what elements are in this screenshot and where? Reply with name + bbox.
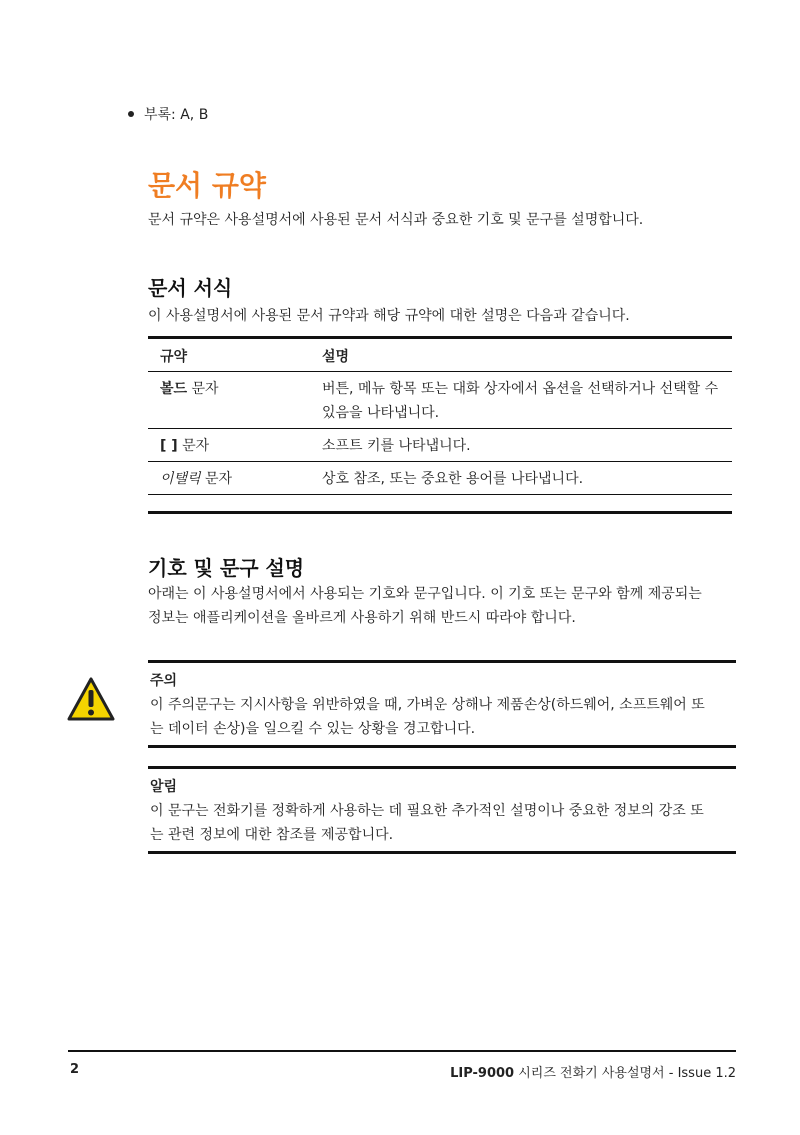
row-label-rest: 문자 bbox=[200, 471, 233, 487]
footer-divider bbox=[68, 1050, 736, 1052]
convention-table bbox=[148, 336, 732, 514]
symbols-heading: 기호 및 문구 설명 bbox=[148, 556, 305, 580]
row-desc: 버튼, 메뉴 항목 또는 대화 상자에서 옵션을 선택하거나 선택할 수 있음을 나타냅니다. bbox=[310, 372, 732, 429]
doc-title: 시리즈 전화기 사용설명서 - Issue 1.2 bbox=[514, 1066, 736, 1081]
symbols-intro: 아래는 이 사용설명서에서 사용되는 기호와 문구입니다. 이 기호 또는 문구와 함께 제공되는 정보는 애플리케이션을 올바르게 사용하기 위해 반드시 따라야 합니다. bbox=[148, 586, 702, 626]
row-desc: 소프트 키를 나타냅니다. bbox=[310, 429, 732, 462]
note-title: 알림 bbox=[150, 779, 178, 795]
format-heading: 문서 서식 bbox=[148, 276, 233, 300]
bold-label: 볼드 bbox=[160, 381, 188, 397]
row-label-rest: 문자 bbox=[177, 438, 210, 454]
note-box bbox=[148, 766, 736, 854]
table-row bbox=[148, 462, 732, 495]
table-row bbox=[148, 429, 732, 462]
appendix-bullet bbox=[128, 104, 208, 124]
page-number: 2 bbox=[70, 1062, 80, 1077]
bracket-label: [ ] bbox=[160, 438, 178, 454]
row-label-rest: 문자 bbox=[187, 381, 219, 397]
col-convention: 규약 bbox=[148, 338, 310, 372]
warning-triangle-icon bbox=[66, 676, 116, 722]
appendix-text: 부록: A, B bbox=[144, 107, 209, 123]
row-desc: 상호 참조, 또는 중요한 용어를 나타냅니다. bbox=[310, 462, 732, 495]
section-title: 문서 규약 bbox=[148, 169, 266, 202]
note-text: 이 문구는 전화기를 정확하게 사용하는 데 필요한 추가적인 설명이나 중요한 정보의 강조 또는 관련 정보에 대한 참조를 제공합니다. bbox=[150, 803, 704, 843]
bullet-dot bbox=[128, 111, 134, 117]
col-description: 설명 bbox=[310, 338, 732, 372]
caution-text: 이 주의문구는 지시사항을 위반하였을 때, 가벼운 상해나 제품손상(하드웨어, 소프트웨어 또는 데이터 손상)을 일으킬 수 있는 상황을 경고합니다. bbox=[150, 697, 705, 737]
table-row bbox=[148, 372, 732, 429]
caution-box bbox=[148, 660, 736, 748]
doc-model: LIP-9000 bbox=[450, 1066, 515, 1081]
format-intro: 이 사용설명서에 사용된 문서 규약과 해당 규약에 대한 설명은 다음과 같습니다. bbox=[148, 308, 630, 324]
italic-label: 이탤릭 bbox=[160, 471, 201, 487]
caution-title: 주의 bbox=[150, 673, 178, 689]
section-intro: 문서 규약은 사용설명서에 사용된 문서 서식과 중요한 기호 및 문구를 설명합니다. bbox=[148, 212, 644, 228]
footer-doc-title bbox=[450, 1062, 736, 1081]
table-spacer bbox=[148, 495, 732, 513]
